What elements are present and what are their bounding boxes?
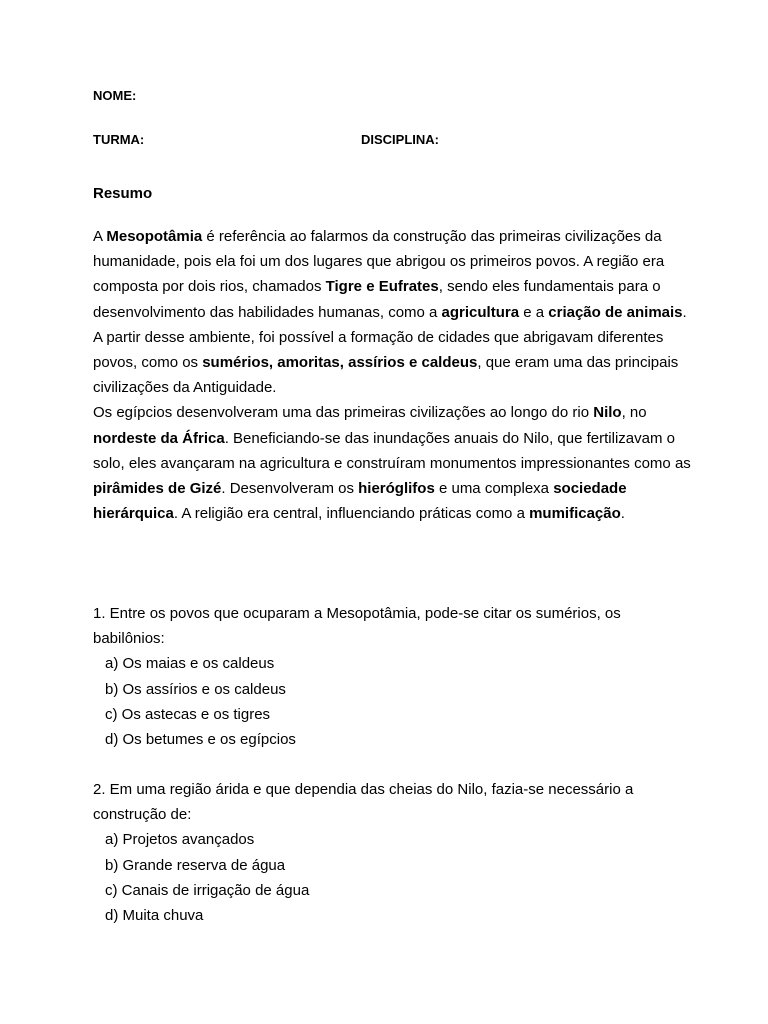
text-run: e uma complexa [434, 480, 554, 498]
text-run: . [620, 505, 625, 523]
text-run: . A religião era central, influenciando práticas como a [173, 505, 530, 523]
answer-options [93, 651, 693, 752]
bold-term: agricultura [441, 303, 520, 321]
answer-option-a: a) Os maias e os caldeus [105, 655, 275, 673]
summary-paragraph-1 [93, 224, 693, 325]
bold-term: Nilo [593, 404, 622, 422]
text-run: . [682, 303, 687, 321]
answer-option-a: a) Projetos avançados [105, 831, 255, 849]
summary-text [93, 224, 693, 526]
summary-paragraph-2 [93, 325, 693, 401]
bold-term: Tigre e Eufrates [325, 278, 439, 296]
nome-label: NOME: [93, 88, 137, 103]
disciplina-label: DISCIPLINA: [361, 132, 439, 147]
bold-term: hieróglifos [358, 480, 435, 498]
answer-option-b: b) Grande reserva de água [105, 856, 286, 874]
question-1 [93, 601, 693, 752]
bold-term: criação de animais [548, 303, 683, 321]
text-run: A [93, 228, 107, 245]
section-title: Resumo [93, 185, 153, 202]
answer-option-c: c) Os astecas e os tigres [105, 705, 271, 723]
turma-label: TURMA: [93, 132, 145, 147]
bold-term: sumérios, amoritas, assírios e caldeus [202, 354, 478, 372]
bold-term: sociedade hierárquica [93, 480, 627, 523]
bold-term: Mesopotâmia [106, 228, 203, 245]
answer-option-d: d) Muita chuva [105, 907, 204, 925]
text-run: . Desenvolveram os [221, 480, 359, 498]
bold-term: mumificação [529, 505, 621, 523]
answer-options [93, 827, 693, 928]
bold-term: nordeste da África [93, 429, 225, 447]
question-text: 1. Entre os povos que ocuparam a Mesopotâmia, pode-se citar os sumérios, os babilônios: [93, 605, 621, 648]
answer-option-b: b) Os assírios e os caldeus [105, 680, 286, 698]
text-run: Os egípcios desenvolveram uma das primeiras civilizações ao longo do rio [93, 404, 594, 422]
question-2 [93, 777, 693, 928]
text-run: , que eram uma das principais civilizações da Antiguidade. [93, 354, 679, 397]
bold-term: pirâmides de Gizé [93, 480, 222, 498]
answer-option-d: d) Os betumes e os egípcios [105, 731, 296, 749]
summary-paragraph-3 [93, 400, 693, 526]
question-text: 2. Em uma região árida e que dependia das cheias do Nilo, fazia-se necessário a construção de: [93, 781, 634, 824]
answer-option-c: c) Canais de irrigação de água [105, 881, 310, 899]
text-run: . Beneficiando-se das inundações anuais do Nilo, que fertilizavam o solo, eles avançaram na agricultura e construíram monumentos impressionantes como as [93, 429, 691, 472]
text-run: é referência ao falarmos da construção das primeiras civilizações da humanidade, pois ela foi um dos lugares que abrigou os primeiros povos. A região era composta por dois rios, chamados [93, 228, 665, 296]
text-run: , no [621, 404, 647, 422]
text-run: e a [519, 303, 549, 321]
text-run: , sendo eles fundamentais para o desenvolvimento das habilidades humanas, como a [93, 278, 661, 321]
text-run: A partir desse ambiente, foi possível a formação de cidades que abrigavam diferentes povos, como os [93, 328, 664, 372]
